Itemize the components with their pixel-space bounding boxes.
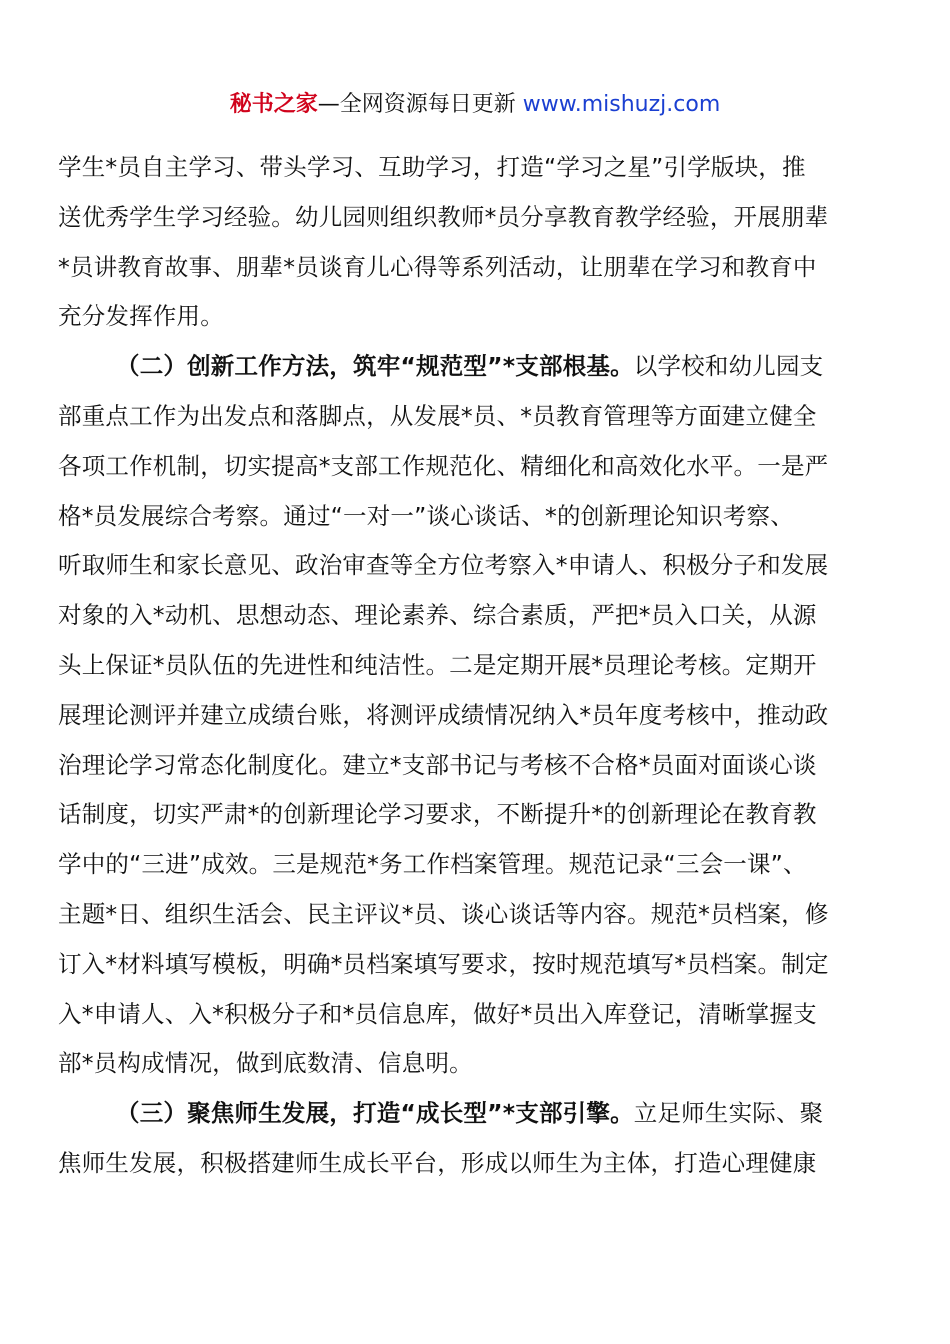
line-text: 入*申请人、入*积极分子和*员信息库，做好*员出入库登记，清晰掌握支 [58,999,817,1028]
text-line [58,591,896,641]
text-line [58,442,896,492]
line-text: 治理论学习常态化制度化。建立*支部书记与考核不合格*员面对面谈心谈 [58,750,817,779]
line-text: 焦师生发展，积极搭建师生成长平台，形成以师生为主体，打造心理健康 [58,1148,817,1177]
text-line [58,541,896,591]
text-line [58,641,896,691]
text-line [58,143,896,193]
text-line [58,492,896,542]
text-line [58,741,896,791]
text-line [58,243,896,293]
line-text: 对象的入*动机、思想动态、理论素养、综合素质，严把*员入口关，从源 [58,601,817,630]
page-header [0,88,950,122]
text-line [58,790,896,840]
text-line [58,292,896,342]
line-text: *员讲教育故事、朋辈*员谈育儿心得等系列活动，让朋辈在学习和教育中 [58,252,817,281]
section-heading: （二）创新工作方法，筑牢“规范型”*支部根基。 [116,352,634,381]
text-line [58,990,896,1040]
header-slogan: —全网资源每日更新 [317,92,516,117]
text-line [58,890,896,940]
text-line [58,392,896,442]
line-text: 各项工作机制，切实提高*支部工作规范化、精细化和高效化水平。一是严 [58,451,829,480]
brand-name: 秘书之家 [229,92,318,117]
text-line [58,1089,896,1139]
document-body [58,143,896,1189]
text-line [58,193,896,243]
line-text: 部*员构成情况，做到底数清、信息明。 [58,1049,473,1078]
line-text: 学中的“三进”成效。三是规范*务工作档案管理。规范记录“三会一课”、 [58,850,807,879]
text-line [58,940,896,990]
line-text: 以学校和幼儿园支 [633,352,824,381]
line-text: 格*员发展综合考察。通过“一对一”谈心谈话、*的创新理论知识考察、 [58,501,794,530]
line-text: 学生*员自主学习、带头学习、互助学习，打造“学习之星”引学版块，推 [58,153,806,181]
line-text: 部重点工作为出发点和落脚点，从发展*员、*员教育管理等方面建立健全 [58,401,817,430]
section-heading: （三）聚焦师生发展，打造“成长型”*支部引擎。 [116,1099,634,1128]
line-text: 主题*日、组织生活会、民主评议*员、谈心谈话等内容。规范*员档案，修 [58,899,829,928]
line-text: 展理论测评并建立成绩台账，将测评成绩情况纳入*员年度考核中，推动政 [58,700,829,729]
line-text: 送优秀学生学习经验。幼儿园则组织教师*员分享教育教学经验，开展朋辈 [58,202,829,231]
text-line [58,691,896,741]
text-line [58,840,896,890]
line-text: 听取师生和家长意见、政治审查等全方位考察入*申请人、积极分子和发展 [58,551,829,580]
text-line [58,1139,896,1189]
line-text: 话制度，切实严肃*的创新理论学习要求，不断提升*的创新理论在教育教 [58,800,817,829]
line-text: 头上保证*员队伍的先进性和纯洁性。二是定期开展*员理论考核。定期开 [58,650,817,679]
website-link[interactable]: www.mishuzj.com [522,92,721,117]
line-text: 充分发挥作用。 [58,302,224,331]
text-line [58,342,896,392]
line-text: 立足师生实际、聚 [633,1099,824,1128]
line-text: 订入*材料填写模板，明确*员档案填写要求，按时规范填写*员档案。制定 [58,949,829,978]
text-line [58,1039,896,1089]
